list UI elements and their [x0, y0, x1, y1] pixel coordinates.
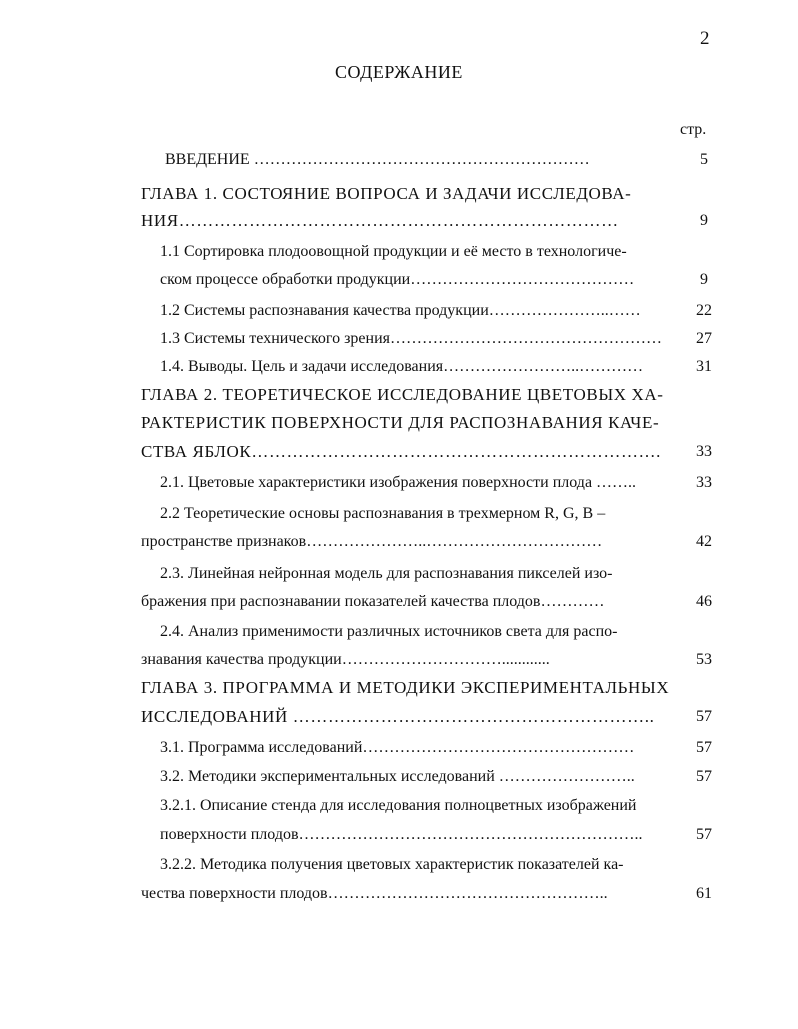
toc-chapter-1-line-1: ГЛАВА 1. СОСТОЯНИЕ ВОПРОСА И ЗАДАЧИ ИССЛЕДОВА- [141, 184, 632, 203]
toc-page-section-2-4: 53 [696, 651, 712, 668]
toc-section-2-4-line-1: 2.4. Анализ применимости различных источников света для распо- [160, 623, 618, 640]
toc-page-section-2-2: 42 [696, 533, 712, 550]
toc-chapter-2-line-3: СТВА ЯБЛОК……………………………………………………………. [141, 442, 661, 461]
toc-section-3-2: 3.2. Методики экспериментальных исследований …………………….. [160, 768, 635, 785]
toc-section-2-3-line-2: бражения при распознавании показателей качества плодов………… [141, 593, 605, 610]
toc-page-intro: 5 [700, 151, 708, 168]
toc-section-2-2-line-1: 2.2 Теоретические основы распознавания в трехмерном R, G, B – [160, 505, 606, 522]
toc-page-section-1-3: 27 [696, 330, 712, 347]
toc-page-section-2-3: 46 [696, 593, 712, 610]
page-column-label: стр. [680, 121, 707, 138]
toc-page-chapter-2: 33 [696, 443, 712, 460]
toc-chapter-3-line-1: ГЛАВА 3. ПРОГРАММА И МЕТОДИКИ ЭКСПЕРИМЕНТАЛЬНЫХ [141, 678, 670, 697]
toc-page-section-1-4: 31 [696, 358, 712, 375]
toc-section-3-2-1-line-1: 3.2.1. Описание стенда для исследования полноцветных изображений [160, 797, 637, 814]
page-number: 2 [700, 28, 710, 49]
toc-section-2-3-line-1: 2.3. Линейная нейронная модель для распознавания пикселей изо- [160, 565, 613, 582]
toc-chapter-2-line-2: РАКТЕРИСТИК ПОВЕРХНОСТИ ДЛЯ РАСПОЗНАВАНИЯ КАЧЕ- [141, 413, 660, 432]
toc-page-section-3-2: 57 [696, 768, 712, 785]
toc-page-section-3-2-1: 57 [696, 826, 712, 843]
toc-section-3-1: 3.1. Программа исследований…………………………………………… [160, 739, 635, 756]
toc-entry-intro: ВВЕДЕНИЕ ……………………………………………………… [165, 151, 590, 168]
toc-page-section-2-1: 33 [696, 474, 712, 491]
toc-section-3-2-1-line-2: поверхности плодов……………………………………………………….. [160, 826, 643, 843]
toc-chapter-1-line-2: НИЯ………………………………………………………………… [141, 211, 619, 230]
toc-page-chapter-1: 9 [700, 212, 708, 229]
toc-section-1-2: 1.2 Системы распознавания качества продукции…………………..…… [160, 302, 641, 319]
toc-page-section-1-2: 22 [696, 302, 712, 319]
toc-page-chapter-3: 57 [696, 708, 712, 725]
toc-section-2-4-line-2: знавания качества продукции…………………………............ [141, 651, 550, 668]
toc-chapter-3-line-2: ИССЛЕДОВАНИЙ …………………………………………………….. [141, 707, 655, 726]
page-title: СОДЕРЖАНИЕ [335, 62, 463, 82]
toc-section-3-2-2-line-2: чества поверхности плодов…………………………………………….. [141, 885, 608, 902]
toc-page-section-3-1: 57 [696, 739, 712, 756]
toc-section-3-2-2-line-1: 3.2.2. Методика получения цветовых характеристик показателей ка- [160, 856, 624, 873]
toc-section-2-1: 2.1. Цветовые характеристики изображения поверхности плода …….. [160, 474, 637, 491]
toc-section-1-1-line-2: ском процессе обработки продукции…………………………………… [160, 271, 635, 288]
toc-page-section-3-2-2: 61 [696, 885, 712, 902]
toc-section-2-2-line-2: пространстве признаков…………………..…………………………… [141, 533, 603, 550]
toc-section-1-4: 1.4. Выводы. Цель и задачи исследования……………………..………… [160, 358, 644, 375]
toc-section-1-1-line-1: 1.1 Сортировка плодоовощной продукции и её место в технологиче- [160, 243, 627, 260]
toc-section-1-3: 1.3 Системы технического зрения…………………………………………… [160, 330, 662, 347]
toc-page-section-1-1: 9 [700, 271, 708, 288]
toc-chapter-2-line-1: ГЛАВА 2. ТЕОРЕТИЧЕСКОЕ ИССЛЕДОВАНИЕ ЦВЕТОВЫХ ХА- [141, 385, 664, 404]
